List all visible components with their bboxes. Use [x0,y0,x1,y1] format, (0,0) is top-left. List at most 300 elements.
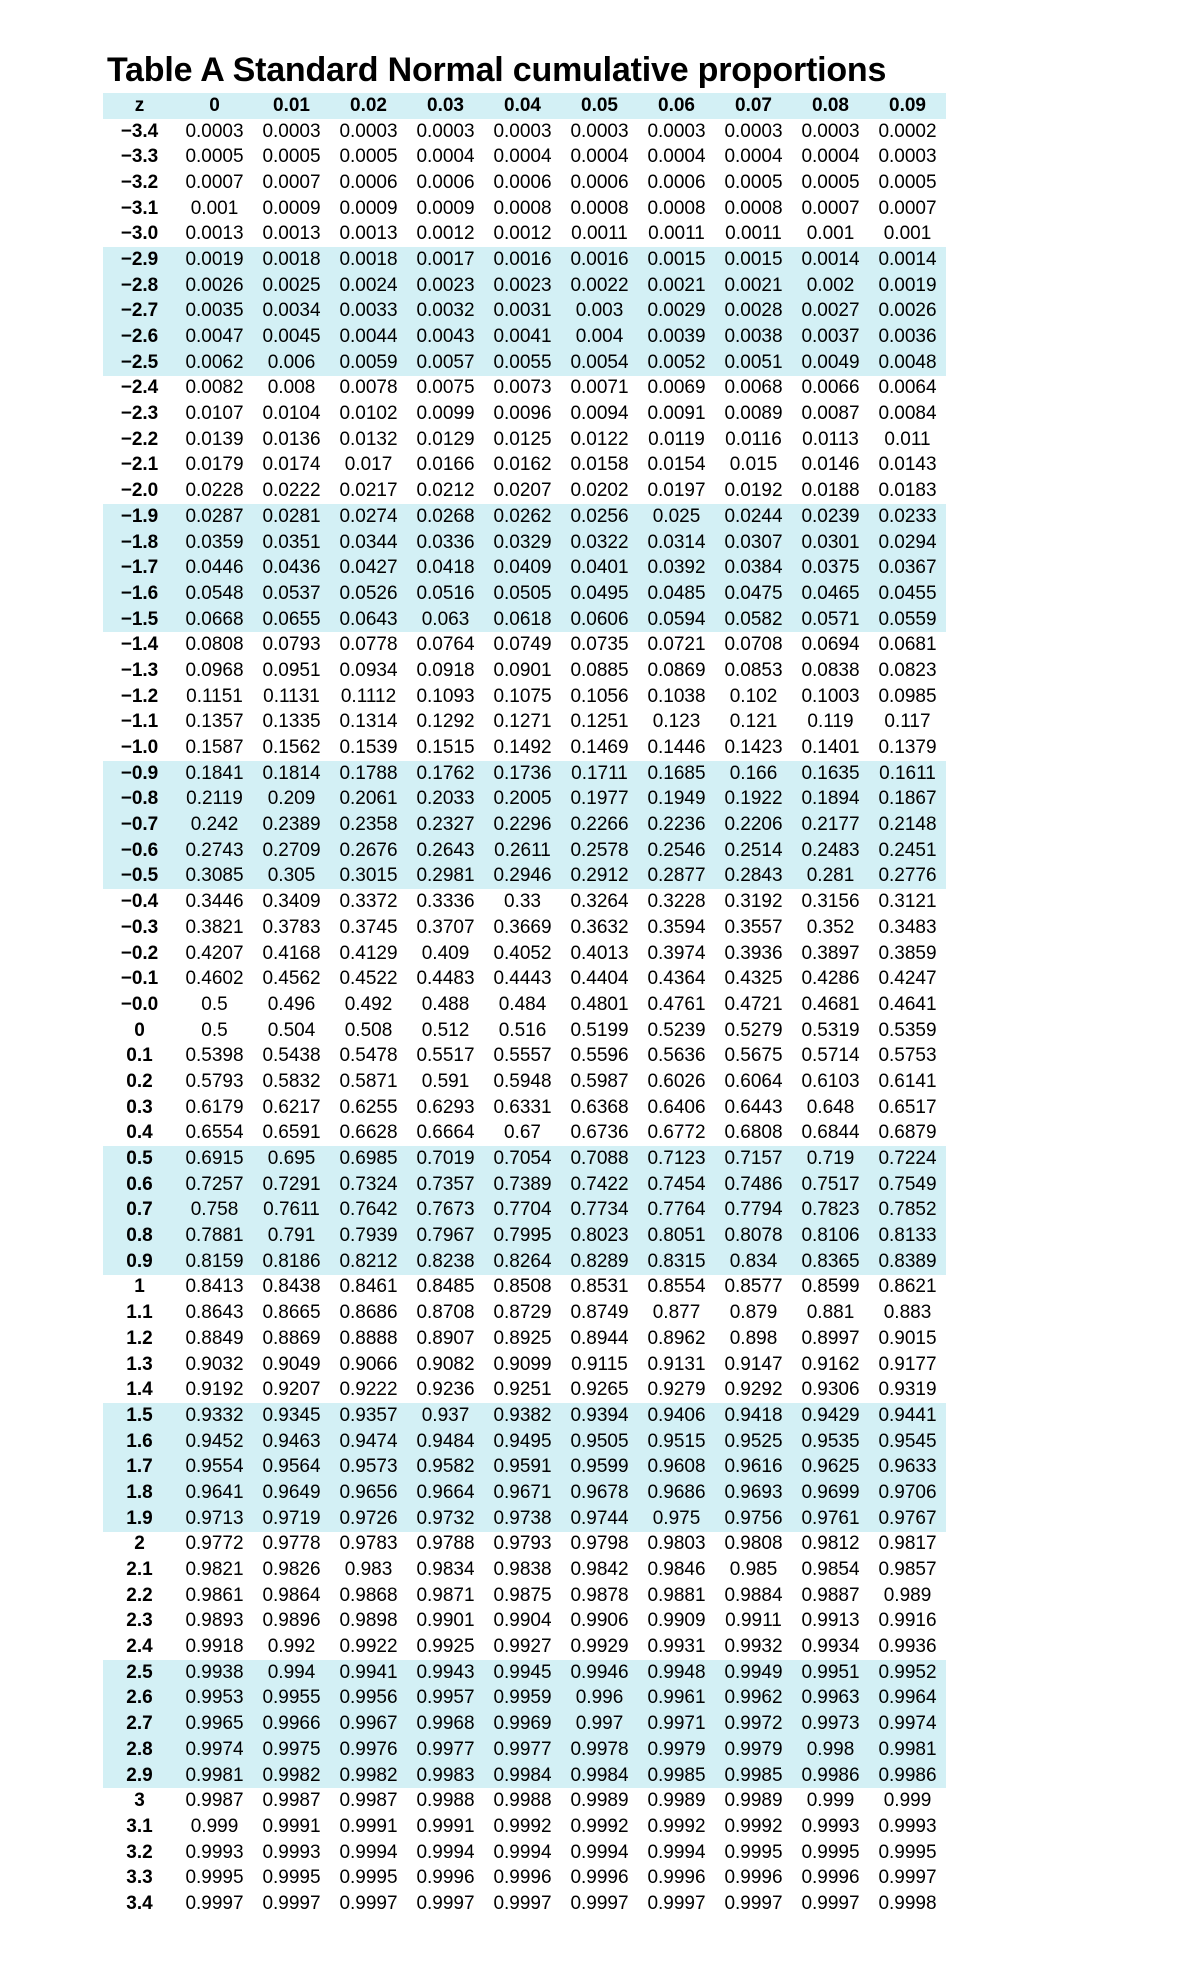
probability-cell: 0.0136 [262,428,321,450]
probability-cell: 0.7939 [339,1225,398,1247]
table-row [103,581,946,607]
probability-cell: 0.001 [883,223,932,245]
probability-cell: 0.9525 [724,1430,783,1452]
z-value-cell: 0.9 [126,1250,153,1272]
probability-cell: 0.0005 [262,146,321,168]
table-row [103,427,946,453]
table-header [103,93,946,119]
probability-cell: 0.0064 [878,377,937,399]
column-header: 0.01 [273,94,310,116]
probability-cell: 0.9177 [878,1353,937,1375]
probability-cell: 0.0322 [570,531,629,553]
z-value-cell: 2 [134,1533,145,1555]
probability-cell: 0.0495 [570,582,629,604]
probability-cell: 0.9986 [801,1764,860,1786]
probability-cell: 0.0014 [878,248,937,270]
probability-cell: 0.7088 [570,1148,629,1170]
probability-cell: 0.9898 [339,1610,398,1632]
table-row [103,1686,946,1712]
probability-cell: 0.9641 [185,1481,244,1503]
probability-cell: 0.508 [344,1019,393,1041]
probability-cell: 0.0012 [493,223,552,245]
probability-cell: 0.9881 [647,1584,706,1606]
probability-cell: 0.0003 [570,120,629,142]
probability-cell: 0.9616 [724,1456,783,1478]
probability-cell: 0.3632 [570,916,629,938]
probability-cell: 0.9463 [262,1430,321,1452]
z-value-cell: −2.6 [120,326,159,348]
probability-cell: 0.9995 [724,1841,783,1863]
probability-cell: 0.9817 [878,1533,937,1555]
probability-cell: 0.2514 [724,839,783,861]
z-value-cell: −2.3 [120,403,159,425]
table-row [103,1737,946,1763]
probability-cell: 0.242 [190,814,239,836]
probability-cell: 0.0048 [878,351,937,373]
z-value-cell: 0.3 [126,1096,153,1118]
probability-cell: 0.0222 [262,480,321,502]
probability-cell: 0.33 [504,891,541,913]
probability-cell: 0.0239 [801,505,860,527]
probability-cell: 0.4522 [339,968,398,990]
probability-cell: 0.0244 [724,505,783,527]
probability-cell: 0.0582 [724,608,783,630]
probability-cell: 0.8264 [493,1250,552,1272]
probability-cell: 0.0885 [570,659,629,681]
probability-cell: 0.0918 [416,659,475,681]
probability-cell: 0.3192 [724,891,783,913]
probability-cell: 0.496 [267,993,316,1015]
probability-cell: 0.1446 [647,737,706,759]
probability-cell: 0.1112 [340,685,397,707]
probability-cell: 0.0006 [339,171,398,193]
probability-cell: 0.0015 [724,248,783,270]
table-row [103,1172,946,1198]
probability-cell: 0.0162 [493,454,552,476]
probability-cell: 0.2177 [801,814,860,836]
probability-cell: 0.0102 [339,403,398,425]
table-row [103,941,946,967]
probability-cell: 0.4562 [262,968,321,990]
probability-cell: 0.7291 [262,1173,321,1195]
probability-cell: 0.0808 [185,634,244,656]
probability-cell: 0.7517 [801,1173,860,1195]
probability-cell: 0.997 [575,1713,624,1735]
probability-cell: 0.0122 [570,428,629,450]
probability-cell: 0.9996 [724,1867,783,1889]
probability-cell: 0.2578 [570,839,629,861]
probability-cell: 0.9871 [416,1584,475,1606]
probability-cell: 0.9997 [493,1892,552,1914]
probability-cell: 0.9996 [801,1867,860,1889]
z-value-cell: 0.2 [126,1070,153,1092]
probability-cell: 0.0006 [647,171,706,193]
probability-cell: 0.1131 [263,685,320,707]
probability-cell: 0.983 [344,1559,393,1581]
probability-cell: 0.9967 [339,1713,398,1735]
probability-cell: 0.0008 [570,197,629,219]
probability-cell: 0.0119 [648,428,705,450]
table-row [103,1275,946,1301]
probability-cell: 0.8186 [262,1250,321,1272]
probability-cell: 0.3859 [878,942,937,964]
probability-cell: 0.0041 [493,326,552,348]
z-value-cell: 3.4 [126,1892,153,1914]
probability-cell: 0.9793 [493,1533,552,1555]
probability-cell: 0.6628 [339,1122,398,1144]
probability-cell: 0.0043 [416,326,475,348]
probability-cell: 0.719 [806,1148,855,1170]
probability-cell: 0.9115 [571,1353,628,1375]
probability-cell: 0.166 [729,762,778,784]
probability-cell: 0.3936 [724,942,783,964]
probability-cell: 0.8643 [185,1302,244,1324]
probability-cell: 0.695 [267,1148,316,1170]
table-row [103,889,946,915]
probability-cell: 0.3409 [262,891,321,913]
probability-cell: 0.0026 [185,274,244,296]
probability-cell: 0.2296 [493,814,552,836]
probability-cell: 0.1271 [493,711,552,733]
probability-cell: 0.9032 [185,1353,244,1375]
probability-cell: 0.0008 [647,197,706,219]
probability-cell: 0.1867 [878,788,937,810]
z-value-cell: −1.6 [120,582,159,604]
probability-cell: 0.0021 [647,274,706,296]
probability-cell: 0.5636 [647,1045,706,1067]
probability-cell: 0.9846 [647,1559,706,1581]
probability-cell: 0.0073 [493,377,552,399]
probability-cell: 0.0129 [416,428,475,450]
probability-cell: 0.2843 [724,865,783,887]
probability-cell: 0.9474 [339,1430,398,1452]
probability-cell: 0.0037 [801,326,860,348]
table-row [103,812,946,838]
probability-cell: 0.0008 [493,197,552,219]
probability-cell: 0.0023 [493,274,552,296]
probability-cell: 0.1949 [647,788,706,810]
probability-cell: 0.9945 [493,1661,552,1683]
probability-cell: 0.0009 [262,197,321,219]
probability-cell: 0.0007 [878,197,937,219]
probability-cell: 0.648 [806,1096,855,1118]
table-row [103,1609,946,1635]
z-value-cell: −1.4 [120,634,159,656]
probability-cell: 0.9955 [262,1687,321,1709]
probability-cell: 0.0094 [570,403,629,425]
z-value-cell: −1.0 [120,737,159,759]
probability-cell: 0.4761 [647,993,706,1015]
probability-cell: 0.0764 [416,634,475,656]
probability-cell: 0.975 [652,1507,701,1529]
probability-cell: 0.9838 [493,1559,552,1581]
probability-cell: 0.5871 [339,1070,398,1092]
probability-cell: 0.0465 [801,582,860,604]
probability-cell: 0.9306 [801,1379,860,1401]
probability-cell: 0.2061 [339,788,398,810]
probability-cell: 0.8023 [570,1225,629,1247]
table-row [103,1223,946,1249]
probability-cell: 0.8078 [724,1225,783,1247]
probability-cell: 0.883 [883,1302,932,1324]
table-row [103,787,946,813]
probability-cell: 0.3669 [493,916,552,938]
probability-cell: 0.0029 [647,300,706,322]
probability-cell: 0.9994 [647,1841,706,1863]
z-value-cell: 1.5 [126,1404,153,1426]
probability-cell: 0.7611 [263,1199,320,1221]
probability-cell: 0.9966 [262,1713,321,1735]
z-value-cell: 2.2 [126,1584,153,1606]
z-value-cell: 2.9 [126,1764,153,1786]
probability-cell: 0.0314 [647,531,706,553]
probability-cell: 0.0003 [185,120,244,142]
z-value-cell: 2.5 [126,1661,153,1683]
probability-cell: 0.025 [652,505,701,527]
probability-cell: 0.1814 [262,762,321,784]
probability-cell: 0.9929 [570,1636,629,1658]
probability-cell: 0.9913 [801,1610,860,1632]
probability-cell: 0.512 [421,1019,470,1041]
probability-cell: 0.9279 [647,1379,706,1401]
probability-cell: 0.0013 [262,223,321,245]
table-row [103,376,946,402]
probability-cell: 0.9582 [416,1456,475,1478]
probability-cell: 0.0455 [878,582,937,604]
probability-cell: 0.492 [344,993,393,1015]
probability-cell: 0.0003 [878,146,937,168]
probability-cell: 0.9812 [801,1533,860,1555]
probability-cell: 0.4052 [493,942,552,964]
probability-cell: 0.7019 [416,1148,475,1170]
probability-cell: 0.9981 [878,1738,937,1760]
probability-cell: 0.0027 [801,300,860,322]
probability-cell: 0.3745 [339,916,398,938]
probability-cell: 0.4483 [416,968,475,990]
probability-cell: 0.9916 [878,1610,937,1632]
z-value-cell: 3 [134,1790,145,1812]
probability-cell: 0.1003 [801,685,860,707]
probability-cell: 0.0606 [570,608,629,630]
probability-cell: 0.5948 [493,1070,552,1092]
probability-cell: 0.9997 [185,1892,244,1914]
probability-cell: 0.0392 [647,557,706,579]
probability-cell: 0.5596 [570,1045,629,1067]
probability-cell: 0.2033 [416,788,475,810]
probability-cell: 0.9162 [801,1353,860,1375]
probability-cell: 0.5239 [647,1019,706,1041]
probability-cell: 0.0003 [724,120,783,142]
table-row [103,453,946,479]
probability-cell: 0.2546 [647,839,706,861]
probability-cell: 0.5438 [262,1045,321,1067]
probability-cell: 0.9984 [493,1764,552,1786]
probability-cell: 0.0078 [339,377,398,399]
z-value-cell: −0.2 [120,942,159,964]
probability-cell: 0.5398 [185,1045,244,1067]
probability-cell: 0.484 [498,993,547,1015]
probability-cell: 0.9968 [416,1713,475,1735]
probability-cell: 0.7054 [493,1148,552,1170]
probability-cell: 0.9983 [416,1764,475,1786]
probability-cell: 0.9927 [493,1636,552,1658]
probability-cell: 0.9941 [339,1661,398,1683]
z-value-cell: 2.3 [126,1610,153,1632]
table-row [103,478,946,504]
table-row [103,247,946,273]
probability-cell: 0.9946 [570,1661,629,1683]
probability-cell: 0.9995 [185,1867,244,1889]
probability-cell: 0.102 [729,685,778,707]
probability-cell: 0.9951 [801,1661,860,1683]
probability-cell: 0.877 [652,1302,701,1324]
probability-cell: 0.9099 [493,1353,552,1375]
probability-cell: 0.9992 [724,1815,783,1837]
probability-cell: 0.9997 [416,1892,475,1914]
probability-cell: 0.9995 [339,1867,398,1889]
probability-cell: 0.7257 [185,1173,244,1195]
table-row [103,1583,946,1609]
probability-cell: 0.6217 [262,1096,321,1118]
probability-cell: 0.6368 [570,1096,629,1118]
probability-cell: 0.9726 [339,1507,398,1529]
table-row [103,864,946,890]
probability-cell: 0.9857 [878,1559,937,1581]
probability-cell: 0.8289 [570,1250,629,1272]
probability-cell: 0.0013 [185,223,244,245]
probability-cell: 0.0071 [570,377,629,399]
probability-cell: 0.6554 [185,1122,244,1144]
z-value-cell: −1.5 [120,608,159,630]
table-row [103,1532,946,1558]
probability-cell: 0.0985 [878,685,937,707]
probability-cell: 0.0735 [570,634,629,656]
probability-cell: 0.0075 [416,377,475,399]
probability-cell: 0.0022 [570,274,629,296]
probability-cell: 0.9996 [493,1867,552,1889]
probability-cell: 0.8749 [570,1302,629,1324]
probability-cell: 0.0256 [570,505,629,527]
probability-cell: 0.0059 [339,351,398,373]
table-row [103,196,946,222]
probability-cell: 0.5 [201,993,228,1015]
probability-cell: 0.9357 [339,1404,398,1426]
table-row [103,1865,946,1891]
probability-cell: 0.9678 [570,1481,629,1503]
probability-cell: 0.0537 [262,582,321,604]
table-body [103,119,946,1917]
probability-cell: 0.9236 [416,1379,475,1401]
probability-cell: 0.9934 [801,1636,860,1658]
probability-cell: 0.0028 [724,300,783,322]
probability-cell: 0.9599 [570,1456,629,1478]
probability-cell: 0.0039 [647,326,706,348]
probability-cell: 0.0281 [262,505,321,527]
probability-cell: 0.0594 [647,608,706,630]
probability-cell: 0.6808 [724,1122,783,1144]
probability-cell: 0.9971 [647,1713,706,1735]
probability-cell: 0.9332 [185,1404,244,1426]
probability-cell: 0.0166 [416,454,475,476]
probability-cell: 0.9495 [493,1430,552,1452]
probability-cell: 0.0013 [339,223,398,245]
probability-cell: 0.0418 [416,557,475,579]
probability-cell: 0.7123 [647,1148,706,1170]
probability-cell: 0.2266 [570,814,629,836]
probability-cell: 0.5753 [878,1045,937,1067]
probability-cell: 0.879 [729,1302,778,1324]
probability-cell: 0.0951 [262,659,321,681]
probability-cell: 0.0294 [878,531,937,553]
table-row [103,1891,946,1917]
probability-cell: 0.4801 [570,993,629,1015]
probability-cell: 0.9564 [262,1456,321,1478]
probability-cell: 0.0154 [647,454,706,476]
probability-cell: 0.8106 [801,1225,860,1247]
probability-cell: 0.8577 [724,1276,783,1298]
probability-cell: 0.4681 [801,993,860,1015]
probability-cell: 0.0329 [493,531,552,553]
probability-cell: 0.9207 [262,1379,321,1401]
table-row [103,1480,946,1506]
probability-cell: 0.9896 [262,1610,321,1632]
z-value-cell: 3.1 [126,1815,153,1837]
probability-cell: 0.011 [884,428,931,450]
probability-cell: 0.9984 [570,1764,629,1786]
probability-cell: 0.4286 [801,968,860,990]
probability-cell: 0.0047 [185,326,244,348]
probability-cell: 0.2611 [494,839,551,861]
probability-cell: 0.4404 [570,968,629,990]
table-row [103,350,946,376]
probability-cell: 0.0307 [724,531,783,553]
probability-cell: 0.591 [421,1070,470,1092]
probability-cell: 0.0003 [493,120,552,142]
probability-cell: 0.0062 [185,351,244,373]
probability-cell: 0.9591 [493,1456,552,1478]
table-row [103,1069,946,1095]
probability-cell: 0.9719 [262,1507,321,1529]
probability-cell: 0.0003 [801,120,860,142]
probability-cell: 0.9649 [262,1481,321,1503]
probability-cell: 0.9884 [724,1584,783,1606]
probability-cell: 0.6517 [878,1096,937,1118]
table-row [103,1249,946,1275]
header-row [103,93,946,119]
table-row [103,1300,946,1326]
probability-cell: 0.6591 [262,1122,321,1144]
probability-cell: 0.0032 [416,300,475,322]
probability-cell: 0.9788 [416,1533,475,1555]
probability-cell: 0.6331 [493,1096,552,1118]
probability-cell: 0.0125 [493,428,552,450]
probability-cell: 0.0192 [724,480,783,502]
probability-cell: 0.9997 [339,1892,398,1914]
probability-cell: 0.7673 [416,1199,475,1221]
probability-cell: 0.9932 [724,1636,783,1658]
probability-cell: 0.0655 [262,608,321,630]
probability-cell: 0.9808 [724,1533,783,1555]
probability-cell: 0.9938 [185,1661,244,1683]
probability-cell: 0.9994 [339,1841,398,1863]
z-value-cell: 1.2 [126,1327,153,1349]
probability-cell: 0.0475 [724,582,783,604]
probability-cell: 0.6915 [185,1148,244,1170]
probability-cell: 0.0096 [493,403,552,425]
table-row [103,299,946,325]
probability-cell: 0.1841 [185,762,244,784]
probability-cell: 0.0427 [339,557,398,579]
